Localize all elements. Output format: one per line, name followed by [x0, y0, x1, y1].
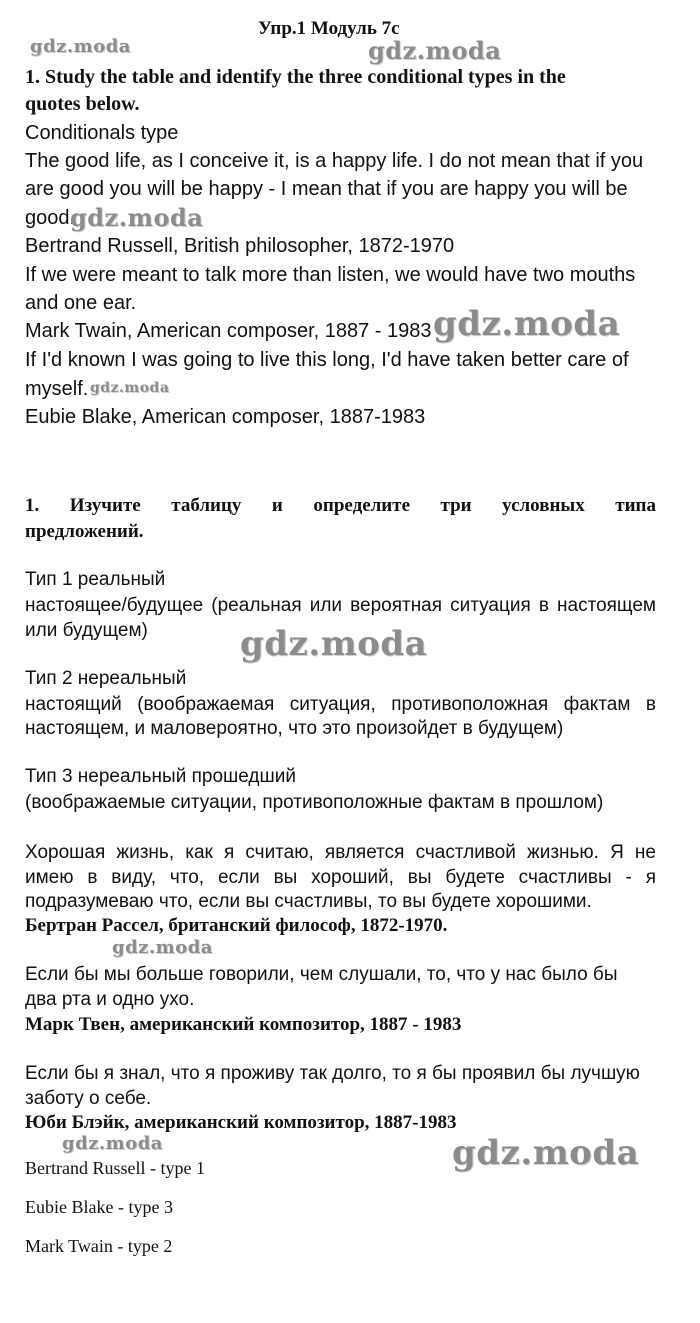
watermark: gdz.moda	[62, 1133, 163, 1154]
task-heading-en-line1: 1. Study the table and identify the three conditional types in the	[25, 66, 566, 88]
watermark: gdz.moda	[240, 624, 428, 664]
quote-blake-en-line1: If I'd known I was going to live this long, I'd have taken better care of	[25, 349, 629, 371]
quote-twain-en-line1: If we were meant to talk more than listen, we would have two mouths	[25, 264, 636, 286]
answer-russell: Bertrand Russell - type 1	[25, 1158, 205, 1178]
author-blake-en: Eubie Blake, American composer, 1887-1983	[25, 406, 426, 428]
type1-desc-line1-text: настоящее/будущее (реальная или вероятная ситуация в настоящем	[25, 595, 656, 616]
task-heading-ru-line1	[25, 495, 656, 517]
quote-russell-ru-line1	[25, 842, 656, 864]
type1-desc-line1	[25, 595, 656, 617]
quote-twain-ru-line2: два рта и одно ухо.	[25, 989, 195, 1010]
quote-russell-ru-line2-text: имею в виду, что, если вы хороший, вы будете счастливы - я	[25, 867, 656, 888]
author-russell-en: Bertrand Russell, British philosopher, 1872-1970	[25, 235, 455, 257]
page-title: Упр.1 Модуль 7с	[258, 18, 400, 39]
quote-twain-en-line2: and one ear.	[25, 292, 137, 314]
quote-blake-ru-line1: Если бы я знал, что я проживу так долго, то я бы проявил бы лучшую	[25, 1063, 640, 1084]
quote-russell-ru-line2	[25, 867, 656, 889]
answer-blake: Eubie Blake - type 3	[25, 1197, 173, 1217]
quote-russell-en-line3: good.	[25, 207, 76, 229]
task-heading-ru-line1-text: 1. Изучите таблицу и определите три условных типа	[25, 495, 656, 516]
type2-desc-line2: настоящем, и маловероятно, что это произойдет в будущем)	[25, 718, 564, 739]
author-blake-ru: Юби Блэйк, американский композитор, 1887-1983	[25, 1112, 457, 1133]
author-twain-en: Mark Twain, American composer, 1887 - 1983	[25, 320, 432, 342]
watermark: gdz.moda	[368, 36, 502, 65]
quote-russell-ru-line3: подразумеваю что, если вы счастливы, то вы будете хорошими.	[25, 891, 592, 912]
watermark: gdz.moda	[90, 380, 170, 396]
type3-title: Тип 3 нереальный прошедший	[25, 766, 296, 787]
answer-twain: Mark Twain - type 2	[25, 1236, 173, 1256]
quote-twain-ru-line1: Если бы мы больше говорили, чем слушали, то, что у нас было бы	[25, 964, 618, 985]
type2-desc-line1-text: настоящий (воображаемая ситуация, противоположная фактам в	[25, 694, 656, 715]
type1-title: Тип 1 реальный	[25, 569, 166, 590]
type2-desc-line1	[25, 694, 656, 716]
task-heading-en-line2: quotes below.	[25, 93, 140, 115]
watermark: gdz.moda	[70, 203, 204, 232]
author-twain-ru: Марк Твен, американский композитор, 1887 - 1983	[25, 1014, 462, 1035]
type2-title: Тип 2 нереальный	[25, 668, 187, 689]
watermark: gdz.moda	[30, 36, 131, 57]
author-russell-ru: Бертран Рассел, британский философ, 1872-1970.	[25, 915, 448, 936]
subtitle-conditionals-type: Conditionals type	[25, 122, 179, 144]
quote-russell-en-line1: The good life, as I conceive it, is a happy life. I do not mean that if you	[25, 150, 644, 172]
watermark: gdz.moda	[112, 937, 213, 958]
quote-blake-ru-line2: заботу о себе.	[25, 1088, 152, 1109]
type3-desc-line1: (воображаемые ситуации, противоположные фактам в прошлом)	[25, 792, 604, 813]
task-heading-ru-line2: предложений.	[25, 521, 144, 542]
quote-russell-en-line2: are good you will be happy - I mean that if you are happy you will be	[25, 178, 628, 200]
quote-russell-ru-line1-text: Хорошая жизнь, как я считаю, является счастливой жизнью. Я не	[25, 842, 656, 863]
type1-desc-line2: или будущем)	[25, 620, 148, 641]
quote-blake-en-line2: myself.	[25, 378, 89, 400]
watermark: gdz.moda	[433, 304, 621, 344]
watermark: gdz.moda	[452, 1133, 640, 1173]
